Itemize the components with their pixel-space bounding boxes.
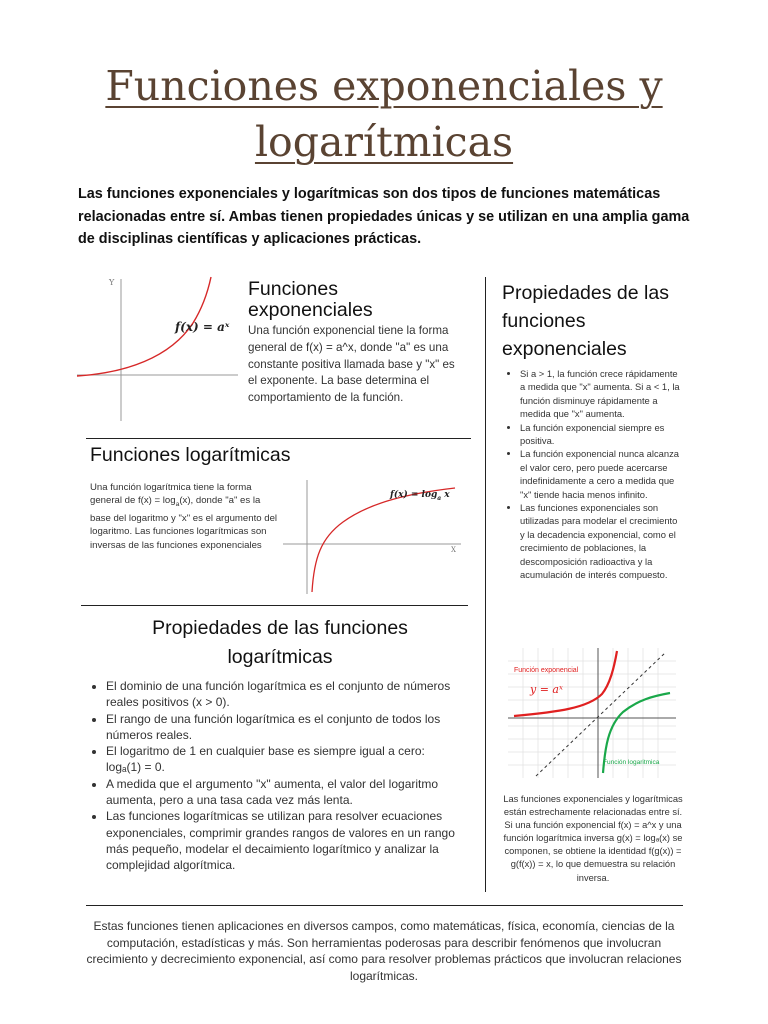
caption-relacion-inversa: Las funciones exponenciales y logarítmicas están estrechamente relacionadas entre sí. Si una función exponencial f(x) = a^x y una función logarítmica inversa g(x) = logₐ(x) se componen, se obtiene la identidad f(g(x)) = g(f(x)) = x, lo que demuestra su relación inversa. — [503, 794, 683, 883]
list-item: • A medida que el argumento "x" aumenta, el valor del logaritmo aumenta, pero a una tasa cada vez más lenta. — [106, 776, 462, 809]
logarithmic-graph — [283, 478, 463, 596]
list-item: • Si a > 1, la función crece rápidamente a medida que "x" aumenta. Si a < 1, la función disminuye rápidamente a medida que "x" aumenta. — [520, 367, 683, 421]
page-title: Funciones exponenciales y logarítmicas — [105, 62, 663, 166]
list-propiedades-logaritmicas — [78, 678, 462, 874]
heading-funciones-logaritmicas: Funciones logarítmicas — [90, 444, 291, 466]
list-item: • El logaritmo de 1 en cualquier base es siempre igual a cero: logₐ(1) = 0. — [106, 743, 462, 776]
text-funciones-logaritmicas: Una función logarítmica tiene la forma general de $f(x) = \log_a(x)$, donde "a" es la base del logaritmo y "x" es el argumento del logaritmo. Las funciones logarítmicas son inversas de las funciones exponenciales — [90, 482, 278, 551]
list-propiedades-exponenciales — [499, 367, 683, 582]
logarithmic-formula: $f(x) = \log_a x$ — [390, 490, 450, 502]
divider — [86, 905, 683, 906]
list-item: • El rango de una función logarítmica es el conjunto de todos los números reales. — [106, 711, 462, 744]
exponential-graph — [75, 273, 240, 425]
label-funcion-logaritmica: Función logaritmica — [603, 759, 660, 766]
text-funciones-exponenciales: Una función exponencial tiene la forma general de f(x) = a^x, donde "a" es una constante positiva llamada base y "x" es el exponente. La base determina el comportamiento de la función. — [248, 324, 455, 405]
column-divider — [485, 277, 486, 892]
intro-paragraph: Las funciones exponenciales y logarítmicas son dos tipos de funciones matemáticas relacionadas entre sí. Ambas tienen propiedades únicas y se utilizan en una amplia gama de disciplinas científicas y aplicaciones prácticas. — [78, 186, 690, 247]
label-funcion-exponencial: Función exponencial — [514, 667, 579, 674]
footer-paragraph: Estas funciones tienen aplicaciones en diversos campos, como matemáticas, física, economía, ciencias de la computación, estadísticas y más. Son herramientas poderosas para describir fenómenos que involucran crecimiento y decrecimiento exponencial, así como para resolver problemas prácticos que involucran relaciones logarítmicas. — [86, 919, 682, 983]
formula-y-equals-a-x: y = aˣ — [530, 683, 563, 696]
list-item: • Las funciones exponenciales son utilizadas para modelar el crecimiento y la decadencia exponencial, como el crecimiento de poblaciones, la descomposición radioactiva y la acumulación de interés compuesto. — [520, 501, 683, 581]
list-item: • El dominio de una función logarítmica es el conjunto de números reales positivos (x > 0). — [106, 678, 462, 711]
divider — [86, 438, 471, 439]
list-item: • Las funciones logarítmicas se utilizan para resolver ecuaciones exponenciales, comprimir grandes rangos de valores en un rango más pequeño, modelar el decaimiento logarítmico y analizar la complejidad algorítmica. — [106, 808, 462, 873]
graph-axis-y-label: Y — [109, 278, 115, 287]
list-item: • La función exponencial nunca alcanza el valor cero, pero puede acercarse indefinidamente a cero a medida que "x" tiende hacia menos infinito. — [520, 447, 683, 501]
heading-funciones-exponenciales: Funciones exponenciales — [248, 278, 373, 321]
list-item: • La función exponencial siempre es positiva. — [520, 421, 683, 448]
exponential-formula: f(x) = aˣ — [175, 320, 230, 334]
divider — [81, 605, 468, 606]
heading-propiedades-exponenciales: Propiedades de las funciones exponenciales — [502, 282, 669, 360]
comparison-graph — [508, 648, 676, 778]
heading-propiedades-logaritmicas: Propiedades de las funciones logarítmicas — [152, 617, 408, 668]
graph-axis-x-label: X — [451, 546, 456, 554]
